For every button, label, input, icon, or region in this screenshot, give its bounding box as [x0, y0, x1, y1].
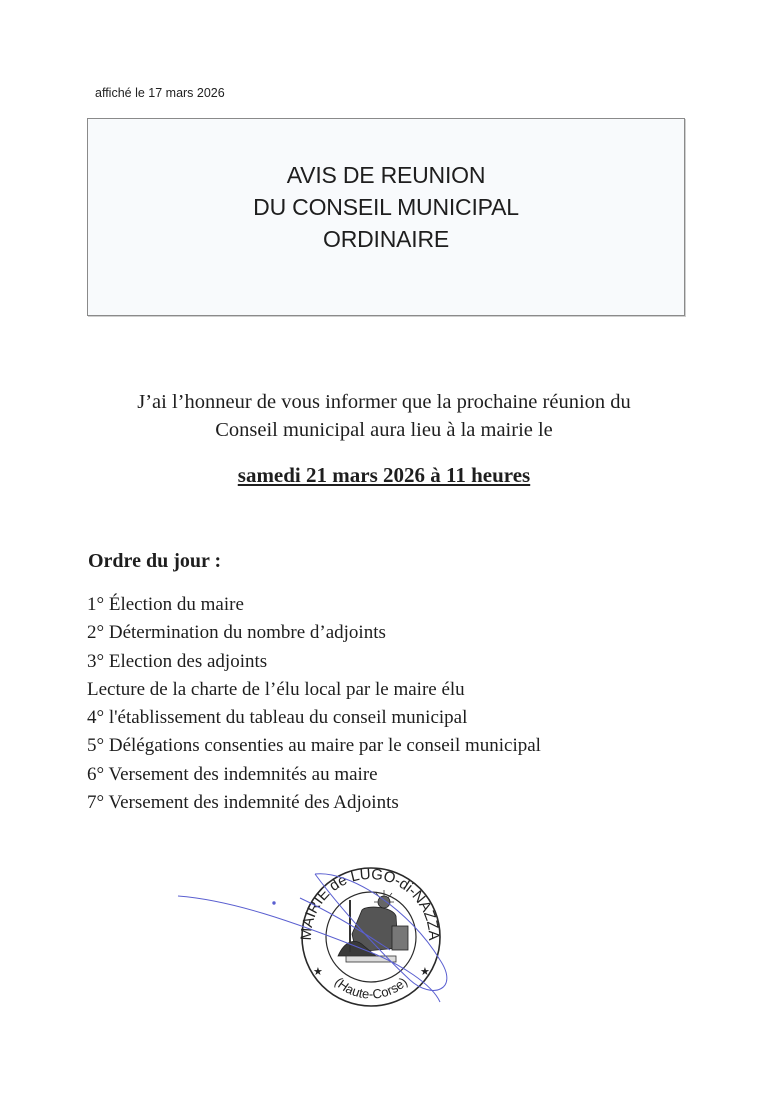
agenda-item: Lecture de la charte de l’élu local par le maire élu: [87, 678, 465, 700]
agenda-item: 6° Versement des indemnités au maire: [87, 763, 378, 785]
intro-line-2: Conseil municipal aura lieu à la mairie le: [215, 419, 553, 441]
seal-bottom-text: (Haute-Corse): [331, 974, 411, 1002]
seal-and-signature: [170, 860, 470, 1020]
seal-top-text: MAIRIE de LUGO-di-NAZZA: [297, 865, 443, 941]
intro-line-1: J’ai l’honneur de vous informer que la prochaine réunion du: [137, 391, 631, 413]
title-box: [87, 118, 685, 316]
notice-title: [88, 159, 684, 255]
agenda-item: 2° Détermination du nombre d’adjoints: [87, 622, 386, 644]
agenda-item: 3° Election des adjoints: [87, 650, 268, 672]
seal-star-left: ★: [313, 966, 323, 978]
meeting-date: samedi 21 mars 2026 à 11 heures: [237, 463, 531, 487]
agenda-list: [87, 591, 541, 817]
title-line-3: ORDINAIRE: [323, 226, 449, 252]
posted-date: affiché le 17 mars 2026: [95, 86, 225, 100]
title-line-1: AVIS DE REUNION: [286, 162, 486, 188]
seal-star-right: ★: [420, 966, 430, 978]
title-line-2: DU CONSEIL MUNICIPAL: [253, 194, 519, 220]
agenda-title: Ordre du jour :: [88, 550, 222, 572]
intro-paragraph: [60, 388, 708, 444]
agenda-item: 7° Versement des indemnité des Adjoints: [87, 792, 399, 814]
agenda-item: 1° Élection du maire: [87, 594, 244, 615]
agenda-item: 4° l'établissement du tableau du conseil municipal: [87, 707, 468, 729]
agenda-item: 5° Délégations consenties au maire par le conseil municipal: [87, 735, 541, 757]
mairie-seal-icon: [170, 860, 470, 1020]
